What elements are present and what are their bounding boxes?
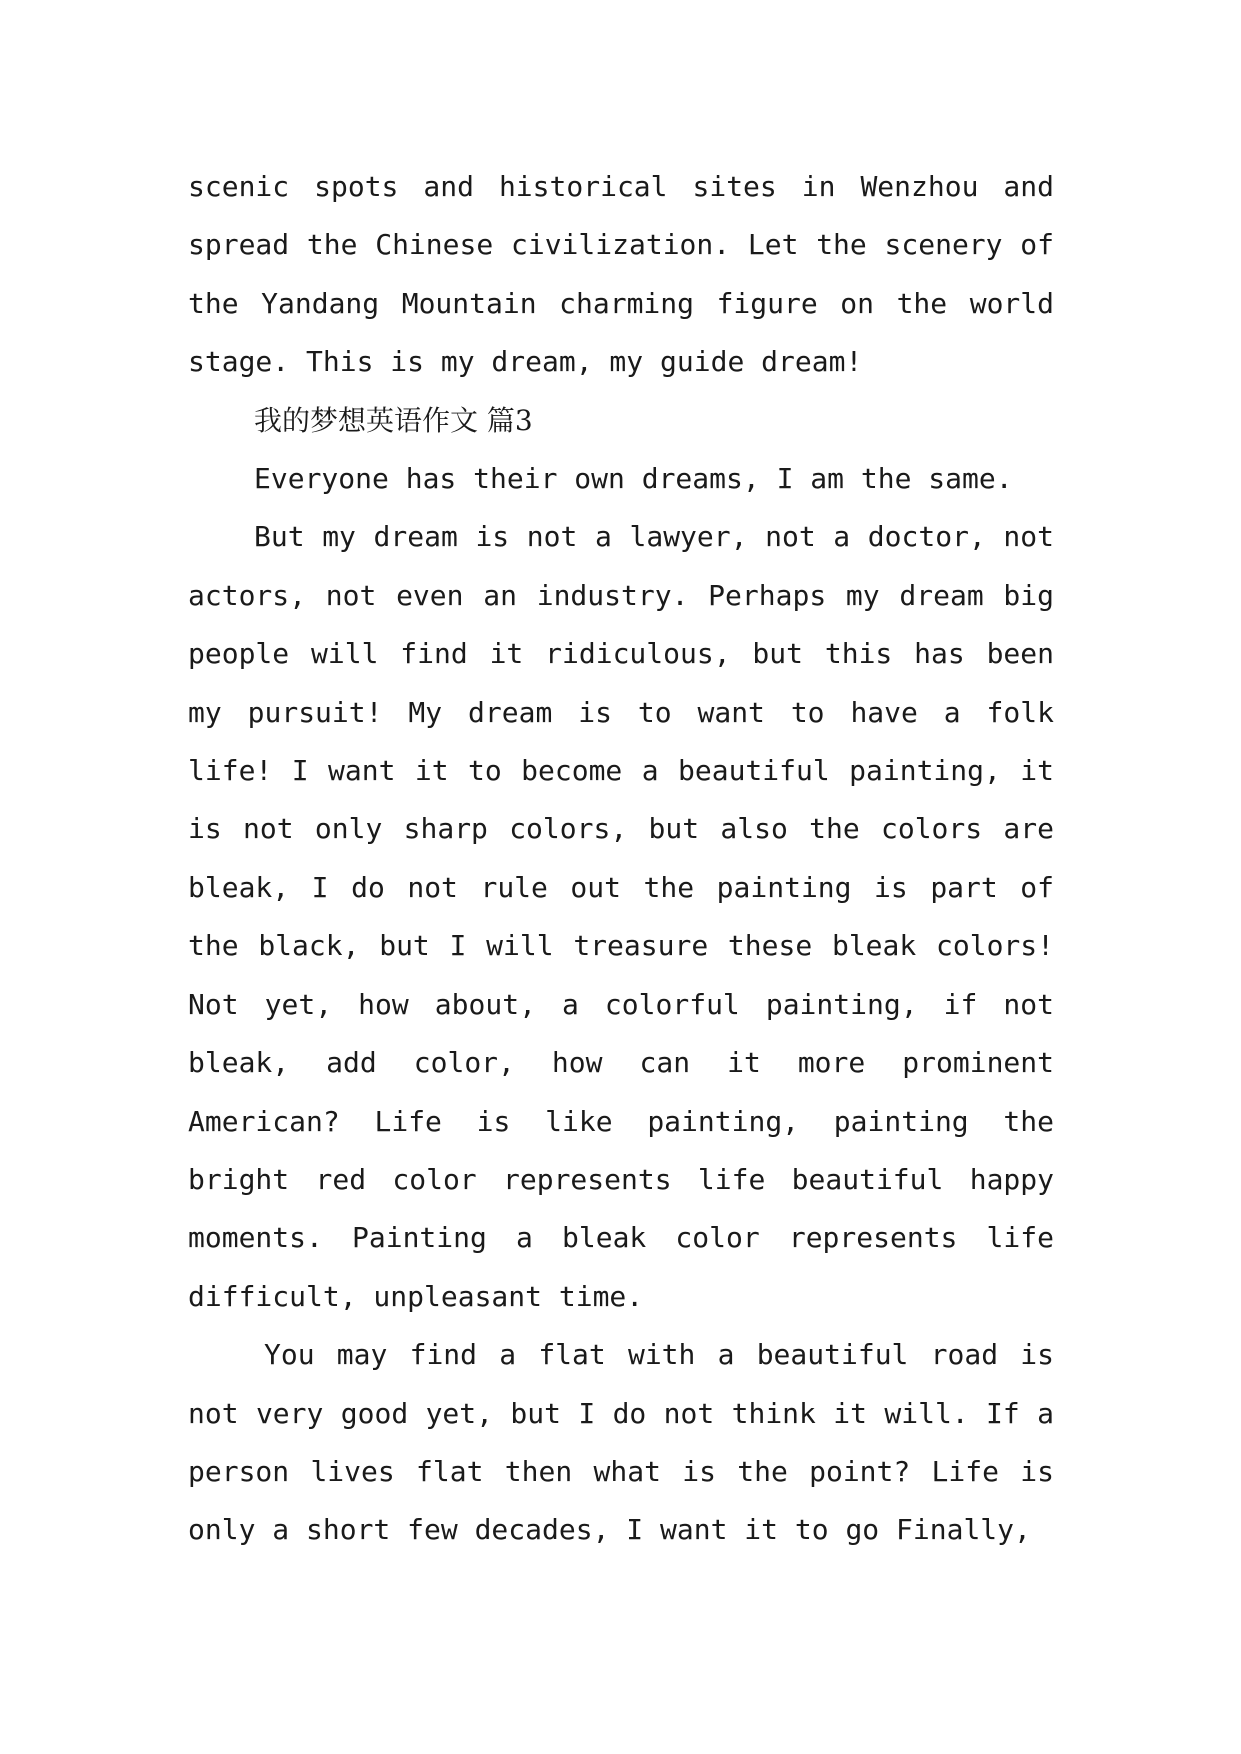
paragraph-flat-road: You may find a flat with a beautiful road is not very good yet, but I do not think it will. If a person lives flat then what is the point? Life is only a short few decades, I want it to go Finally, <box>188 1338 1054 1547</box>
document-page <box>188 158 1054 1560</box>
paragraph-dream: But my dream is not a lawyer, not a doctor, not actors, not even an industry. Perhaps my dream big people will find it ridiculous, but this has been my pursuit! My dream is to want to have a folk life! I want it to become a beautiful painting, it is not only sharp colors, but also the colors are bleak, I do not rule out the painting is part of the black, but I will treasure these bleak colors! Not yet, how about, a colorful painting, if not bleak, add color, how can it more prominent American? Life is like painting, painting the bright red color represents life beautiful happy moments. Painting a bleak color represents life difficult, unpleasant time. <box>188 520 1054 1313</box>
paragraph-continuation: scenic spots and historical sites in Wenzhou and spread the Chinese civilization. Let the scenery of the Yandang Mountain charming figure on the world stage. This is my dream, my guide dream! <box>188 170 1054 379</box>
paragraph-intro: Everyone has their own dreams, I am the same. <box>254 462 1013 496</box>
section-heading: 我的梦想英语作文 篇3 <box>254 403 533 437</box>
